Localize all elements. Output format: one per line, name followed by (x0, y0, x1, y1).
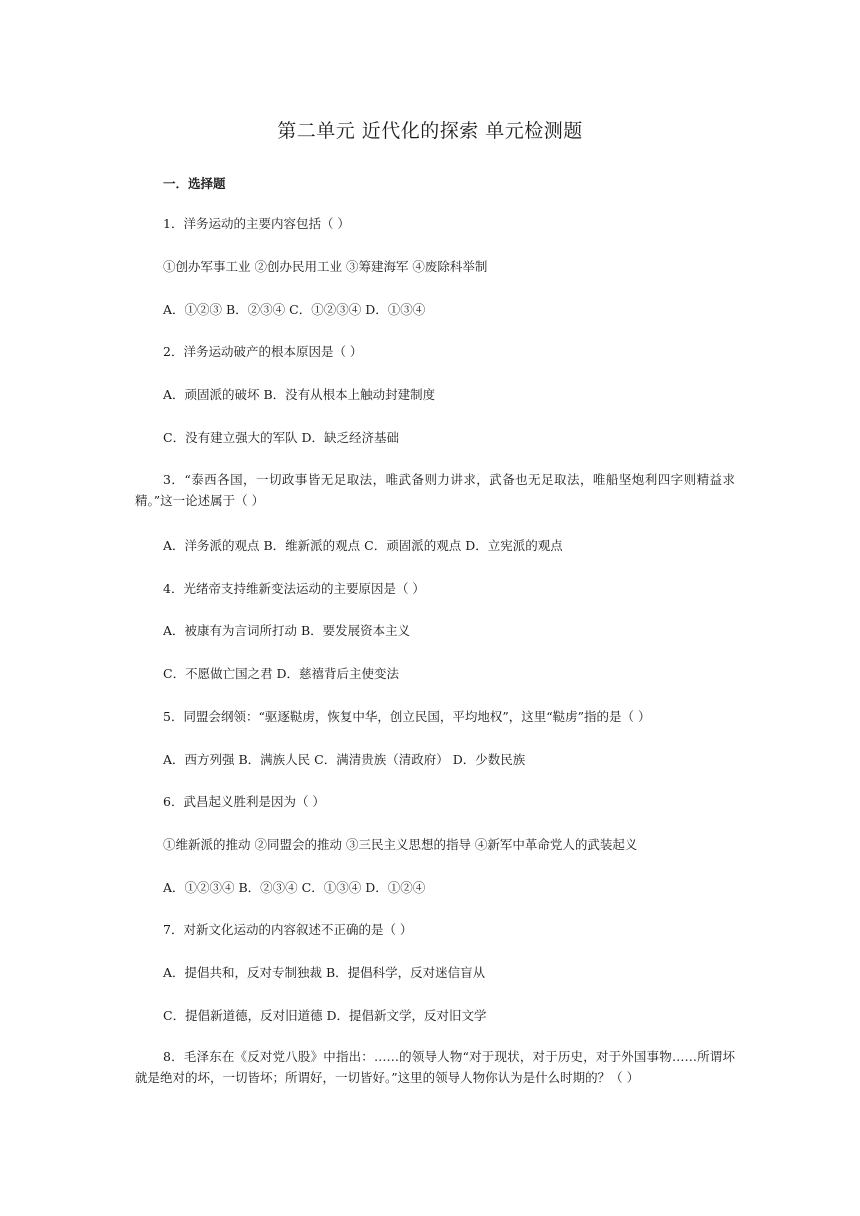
question-2-stem: 2．洋务运动破产的根本原因是（ ） (163, 344, 363, 359)
question-6-items: ①维新派的推动 ②同盟会的推动 ③三民主义思想的指导 ④新军中革命党人的武装起义 (163, 837, 638, 852)
question-7-options-row-2: C．提倡新道德，反对旧道德 D．提倡新文学，反对旧文学 (163, 1008, 487, 1023)
question-1-items: ①创办军事工业 ②创办民用工业 ③筹建海军 ④废除科举制 (163, 259, 488, 274)
question-3-options: A．洋务派的观点 B．维新派的观点 C．顽固派的观点 D．立宪派的观点 (163, 538, 563, 553)
question-7-options-row-1: A．提倡共和，反对专制独裁 B．提倡科学，反对迷信盲从 (163, 965, 486, 980)
question-5-options: A．西方列强 B．满族人民 C．满清贵族（清政府） D．少数民族 (163, 752, 526, 767)
question-4-options-row-1: A．被康有为言词所打动 B．要发展资本主义 (163, 623, 411, 638)
question-2-options-row-2: C．没有建立强大的军队 D．缺乏经济基础 (163, 430, 400, 445)
page-title: 第二单元 近代化的探索 单元检测题 (277, 120, 583, 142)
question-4-stem: 4．光绪帝支持维新变法运动的主要原因是（ ） (163, 581, 425, 596)
question-4-options-row-2: C．不愿做亡国之君 D．慈禧背后主使变法 (163, 666, 400, 681)
question-3-stem: 3．“泰西各国，一切政事皆无足取法，唯武备则力讲求，武备也无足取法，唯船坚炮利四字则精益求精。”这一论述属于（ ） (135, 472, 735, 508)
question-1-options: A．①②③ B．②③④ C．①②③④ D．①③④ (163, 302, 426, 317)
question-1-stem: 1．洋务运动的主要内容包括（ ） (163, 216, 350, 231)
question-2-options-row-1: A．顽固派的破坏 B．没有从根本上触动封建制度 (163, 387, 436, 402)
section-heading: 一．选择题 (163, 176, 226, 191)
question-5-stem: 5．同盟会纲领：“驱逐鞑虏，恢复中华，创立民国，平均地权”，这里“鞑虏”指的是（ ） (163, 709, 651, 724)
question-6-stem: 6．武昌起义胜利是因为（ ） (163, 794, 325, 809)
question-8-stem: 8．毛泽东在《反对党八股》中指出：……的领导人物“对于现状，对于历史，对于外国事物……所谓坏就是绝对的坏，一切皆坏；所谓好，一切皆好。”这里的领导人物你认为是什么时期的？（ ） (135, 1049, 735, 1085)
question-6-options: A．①②③④ B．②③④ C．①③④ D．①②④ (163, 880, 426, 895)
question-7-stem: 7．对新文化运动的内容叙述不正确的是（ ） (163, 922, 413, 937)
